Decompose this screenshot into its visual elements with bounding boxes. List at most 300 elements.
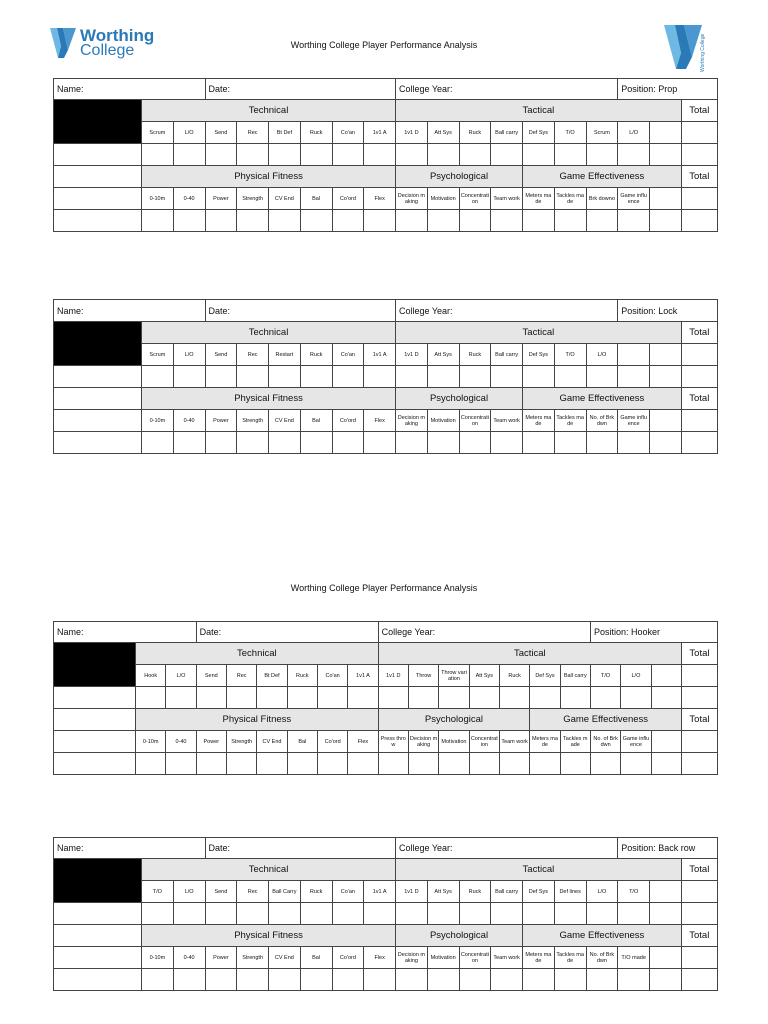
score-cell[interactable] <box>364 144 396 166</box>
score-cell[interactable] <box>621 753 651 775</box>
score-cell[interactable] <box>237 903 269 925</box>
total-cell[interactable] <box>681 122 717 144</box>
score-cell[interactable] <box>554 903 586 925</box>
score-cell[interactable] <box>439 687 469 709</box>
physical-col-label: Strength <box>237 188 269 210</box>
score-cell[interactable] <box>618 144 650 166</box>
score-cell[interactable] <box>237 366 269 388</box>
game-col-label: Tackles made <box>554 947 586 969</box>
score-cell[interactable] <box>586 969 618 991</box>
score-cell[interactable] <box>499 687 529 709</box>
score-cell[interactable] <box>269 366 301 388</box>
score-cell[interactable] <box>205 366 237 388</box>
score-cell[interactable] <box>554 144 586 166</box>
score-cell[interactable] <box>459 210 491 232</box>
name-field[interactable]: Name: <box>54 622 197 643</box>
score-cell[interactable] <box>618 366 650 388</box>
tactical-col-label: Ruck <box>499 665 529 687</box>
score-cell[interactable] <box>237 144 269 166</box>
score-cell[interactable] <box>364 210 396 232</box>
score-cell[interactable] <box>618 432 650 454</box>
tactical-col-label: T/O <box>554 122 586 144</box>
score-cell[interactable] <box>332 366 364 388</box>
physical-col-label: Co'ord <box>332 947 364 969</box>
score-cell[interactable] <box>269 903 301 925</box>
score-cell[interactable] <box>586 432 618 454</box>
score-cell[interactable] <box>681 432 717 454</box>
score-cell[interactable] <box>681 366 717 388</box>
score-cell[interactable] <box>196 753 226 775</box>
score-cell[interactable] <box>54 366 142 388</box>
total-cell[interactable] <box>681 410 717 432</box>
technical-col-label: Ruck <box>287 665 317 687</box>
score-cell[interactable] <box>523 210 555 232</box>
row-label-cell[interactable] <box>54 731 136 753</box>
score-cell[interactable] <box>205 903 237 925</box>
score-cell[interactable] <box>469 687 499 709</box>
technical-col-label: Bt Def <box>269 122 301 144</box>
tactical-col-label: Ball carry <box>491 344 523 366</box>
score-cell[interactable] <box>166 753 196 775</box>
physical-col-label: Strength <box>237 947 269 969</box>
score-cell[interactable] <box>459 432 491 454</box>
position-field[interactable]: Position: Back row <box>618 838 718 859</box>
score-cell[interactable] <box>681 753 717 775</box>
technical-col-label: Scrum <box>142 344 174 366</box>
score-cell[interactable] <box>650 210 682 232</box>
score-cell[interactable] <box>491 432 523 454</box>
tactical-col-label <box>651 665 681 687</box>
score-cell[interactable] <box>590 753 620 775</box>
score-cell[interactable] <box>173 903 205 925</box>
score-cell[interactable] <box>554 432 586 454</box>
score-cell[interactable] <box>651 753 681 775</box>
game-col-label: No. of Brk dwn <box>590 731 620 753</box>
score-cell[interactable] <box>237 432 269 454</box>
score-cell[interactable] <box>396 432 428 454</box>
total-header: Total <box>681 322 717 344</box>
tactical-col-label: Ball carry <box>491 881 523 903</box>
score-cell[interactable] <box>237 969 269 991</box>
position-field[interactable]: Position: Hooker <box>590 622 717 643</box>
score-cell[interactable] <box>54 753 136 775</box>
technical-col-label: 1v1 A <box>348 665 378 687</box>
score-cell[interactable] <box>427 432 459 454</box>
score-cell[interactable] <box>332 144 364 166</box>
date-field[interactable]: Date: <box>205 300 396 322</box>
score-cell[interactable] <box>173 144 205 166</box>
tactical-col-label: T/O <box>590 665 620 687</box>
tactical-col-label <box>618 344 650 366</box>
physical-col-label: Bal <box>300 188 332 210</box>
tactical-header: Tactical <box>396 322 682 344</box>
physical-col-label: Strength <box>237 410 269 432</box>
score-cell[interactable] <box>681 687 717 709</box>
name-field[interactable]: Name: <box>54 300 206 322</box>
technical-col-label: Ruck <box>300 122 332 144</box>
score-cell[interactable] <box>300 210 332 232</box>
row-label-cell[interactable] <box>54 925 142 947</box>
score-cell[interactable] <box>586 903 618 925</box>
score-cell[interactable] <box>364 969 396 991</box>
logo-line-2: College <box>80 42 135 59</box>
technical-header: Technical <box>142 322 396 344</box>
total-cell[interactable] <box>681 344 717 366</box>
game-effectiveness-header: Game Effectiveness <box>530 709 682 731</box>
tactical-col-label: Def Sys <box>523 344 555 366</box>
score-cell[interactable] <box>226 687 256 709</box>
tactical-col-label: Ruck <box>459 881 491 903</box>
score-cell[interactable] <box>523 432 555 454</box>
technical-col-label: Co'an <box>332 344 364 366</box>
technical-col-label: Co'an <box>317 665 347 687</box>
total-cell[interactable] <box>681 665 717 687</box>
score-cell[interactable] <box>364 366 396 388</box>
game-col-label: Tackles made <box>560 731 590 753</box>
college-year-field[interactable]: College Year: <box>396 79 618 100</box>
psychological-col-label: Motivation <box>427 410 459 432</box>
score-cell[interactable] <box>586 366 618 388</box>
score-cell[interactable] <box>54 210 142 232</box>
score-cell[interactable] <box>427 366 459 388</box>
tactical-col-label: 1v1 D <box>396 122 428 144</box>
score-cell[interactable] <box>269 210 301 232</box>
physical-col-label: Co'ord <box>332 410 364 432</box>
score-cell[interactable] <box>287 687 317 709</box>
psychological-col-label: Decision making <box>396 188 428 210</box>
score-cell[interactable] <box>530 687 560 709</box>
score-cell[interactable] <box>586 144 618 166</box>
score-cell[interactable] <box>317 687 347 709</box>
score-cell[interactable] <box>142 210 174 232</box>
score-cell[interactable] <box>348 687 378 709</box>
score-cell[interactable] <box>650 969 682 991</box>
tactical-col-label: 1v1 D <box>396 344 428 366</box>
physical-col-label: Flex <box>364 410 396 432</box>
score-cell[interactable] <box>257 753 287 775</box>
score-cell[interactable] <box>205 144 237 166</box>
college-year-field[interactable]: College Year: <box>396 300 618 322</box>
date-field[interactable]: Date: <box>205 79 396 100</box>
score-cell[interactable] <box>681 144 717 166</box>
psychological-col-label: Decision making <box>408 731 438 753</box>
score-cell[interactable] <box>269 144 301 166</box>
player-photo-block <box>54 322 142 366</box>
score-cell[interactable] <box>378 753 408 775</box>
physical-fitness-header: Physical Fitness <box>142 388 396 410</box>
technical-col-label: Co'an <box>332 122 364 144</box>
score-cell[interactable] <box>590 687 620 709</box>
score-cell[interactable] <box>54 432 142 454</box>
score-cell[interactable] <box>427 903 459 925</box>
tactical-col-label: L/O <box>618 122 650 144</box>
score-cell[interactable] <box>332 903 364 925</box>
score-cell[interactable] <box>332 969 364 991</box>
game-col-label <box>651 731 681 753</box>
score-cell[interactable] <box>196 687 226 709</box>
score-cell[interactable] <box>300 366 332 388</box>
technical-col-label: Rec <box>237 122 269 144</box>
score-cell[interactable] <box>173 432 205 454</box>
score-cell[interactable] <box>459 903 491 925</box>
score-cell[interactable] <box>205 969 237 991</box>
tactical-col-label: L/O <box>586 344 618 366</box>
tactical-header: Tactical <box>396 859 682 881</box>
score-cell[interactable] <box>560 687 590 709</box>
score-cell[interactable] <box>166 687 196 709</box>
score-cell[interactable] <box>300 903 332 925</box>
date-field[interactable]: Date: <box>196 622 378 643</box>
score-cell[interactable] <box>408 687 438 709</box>
game-col-label: Meters made <box>523 188 555 210</box>
game-effectiveness-header: Game Effectiveness <box>523 925 682 947</box>
score-cell[interactable] <box>54 687 136 709</box>
score-cell[interactable] <box>618 969 650 991</box>
score-cell[interactable] <box>491 144 523 166</box>
physical-fitness-header: Physical Fitness <box>136 709 379 731</box>
logo-vertical-text: Worthing College <box>700 33 706 72</box>
physical-col-label: Bal <box>287 731 317 753</box>
physical-col-label: 0-40 <box>173 188 205 210</box>
score-cell[interactable] <box>205 210 237 232</box>
tactical-header: Tactical <box>396 100 682 122</box>
score-cell[interactable] <box>396 969 428 991</box>
tactical-col-label: Att Sys <box>469 665 499 687</box>
score-cell[interactable] <box>618 210 650 232</box>
score-cell[interactable] <box>257 687 287 709</box>
score-cell[interactable] <box>54 903 142 925</box>
total-cell[interactable] <box>681 947 717 969</box>
score-cell[interactable] <box>142 969 174 991</box>
physical-col-label: 0-10m <box>142 410 174 432</box>
score-cell[interactable] <box>650 144 682 166</box>
physical-col-label: 0-40 <box>166 731 196 753</box>
score-cell[interactable] <box>427 210 459 232</box>
score-cell[interactable] <box>396 210 428 232</box>
score-cell[interactable] <box>54 144 142 166</box>
score-cell[interactable] <box>427 144 459 166</box>
total-cell[interactable] <box>681 731 717 753</box>
row-label-cell[interactable] <box>54 709 136 731</box>
position-field[interactable]: Position: Prop <box>618 79 718 100</box>
technical-col-label: Send <box>205 881 237 903</box>
score-cell[interactable] <box>364 432 396 454</box>
score-cell[interactable] <box>459 144 491 166</box>
score-cell[interactable] <box>523 969 555 991</box>
score-cell[interactable] <box>650 366 682 388</box>
score-cell[interactable] <box>317 753 347 775</box>
psychological-col-label: Concentration <box>459 188 491 210</box>
physical-col-label: CV End <box>269 410 301 432</box>
game-col-label: No. of Brk dwn <box>586 410 618 432</box>
score-cell[interactable] <box>332 432 364 454</box>
score-cell[interactable] <box>396 366 428 388</box>
technical-col-label: Send <box>205 122 237 144</box>
score-cell[interactable] <box>681 210 717 232</box>
tactical-col-label: L/O <box>586 881 618 903</box>
game-col-label <box>650 188 682 210</box>
college-year-field[interactable]: College Year: <box>378 622 590 643</box>
physical-col-label: Flex <box>364 947 396 969</box>
psychological-header: Psychological <box>396 388 523 410</box>
physical-col-label: 0-10m <box>142 947 174 969</box>
score-cell[interactable] <box>650 432 682 454</box>
game-col-label <box>650 410 682 432</box>
technical-col-label: Ball Carry <box>269 881 301 903</box>
total-header: Total <box>681 925 717 947</box>
game-col-label: Meters made <box>523 947 555 969</box>
technical-col-label: Send <box>205 344 237 366</box>
score-cell[interactable] <box>364 903 396 925</box>
score-cell[interactable] <box>491 969 523 991</box>
tactical-col-label: Ball carry <box>491 122 523 144</box>
score-cell[interactable] <box>300 432 332 454</box>
tactical-col-label: L/O <box>621 665 651 687</box>
college-year-field[interactable]: College Year: <box>396 838 618 859</box>
score-cell[interactable] <box>621 687 651 709</box>
psychological-col-label: Team work <box>491 188 523 210</box>
score-cell[interactable] <box>226 753 256 775</box>
row-label-cell[interactable] <box>54 410 142 432</box>
score-cell[interactable] <box>491 903 523 925</box>
tactical-col-label: Att Sys <box>427 881 459 903</box>
technical-col-label: Restart <box>269 344 301 366</box>
technical-header: Technical <box>142 859 396 881</box>
score-cell[interactable] <box>554 210 586 232</box>
score-cell[interactable] <box>491 210 523 232</box>
score-cell[interactable] <box>586 210 618 232</box>
position-field[interactable]: Position: Lock <box>618 300 718 322</box>
score-cell[interactable] <box>54 969 142 991</box>
score-cell[interactable] <box>348 753 378 775</box>
score-cell[interactable] <box>142 432 174 454</box>
tactical-col-label: Throw <box>408 665 438 687</box>
score-cell[interactable] <box>173 210 205 232</box>
technical-col-label: Scrum <box>142 122 174 144</box>
physical-col-label: CV End <box>269 947 301 969</box>
score-cell[interactable] <box>136 753 166 775</box>
score-cell[interactable] <box>554 366 586 388</box>
score-cell[interactable] <box>173 366 205 388</box>
row-label-cell[interactable] <box>54 388 142 410</box>
name-field[interactable]: Name: <box>54 79 206 100</box>
total-header: Total <box>681 388 717 410</box>
row-label-cell[interactable] <box>54 166 142 188</box>
game-col-label: Tackles made <box>554 410 586 432</box>
technical-col-label: Bt Def <box>257 665 287 687</box>
game-col-label: Meters made <box>530 731 560 753</box>
game-effectiveness-header: Game Effectiveness <box>523 388 682 410</box>
technical-col-label: Ruck <box>300 344 332 366</box>
score-cell[interactable] <box>560 753 590 775</box>
game-col-label: Game influence <box>618 188 650 210</box>
score-cell[interactable] <box>396 144 428 166</box>
score-cell[interactable] <box>332 210 364 232</box>
score-cell[interactable] <box>237 210 269 232</box>
score-cell[interactable] <box>439 753 469 775</box>
physical-col-label: Power <box>196 731 226 753</box>
score-cell[interactable] <box>427 969 459 991</box>
game-effectiveness-header: Game Effectiveness <box>523 166 682 188</box>
total-header: Total <box>681 643 717 665</box>
score-cell[interactable] <box>491 366 523 388</box>
score-cell[interactable] <box>173 969 205 991</box>
score-cell[interactable] <box>142 366 174 388</box>
score-cell[interactable] <box>142 144 174 166</box>
score-cell[interactable] <box>523 903 555 925</box>
score-cell[interactable] <box>650 903 682 925</box>
score-cell[interactable] <box>269 432 301 454</box>
score-cell[interactable] <box>136 687 166 709</box>
assessment-sheet-4 <box>53 837 718 991</box>
score-cell[interactable] <box>205 432 237 454</box>
technical-col-label: Send <box>196 665 226 687</box>
score-cell[interactable] <box>681 903 717 925</box>
score-cell[interactable] <box>681 969 717 991</box>
score-cell[interactable] <box>459 969 491 991</box>
game-col-label: Brk downo <box>586 188 618 210</box>
score-cell[interactable] <box>618 903 650 925</box>
game-col-label: Game influence <box>618 410 650 432</box>
score-cell[interactable] <box>142 903 174 925</box>
score-cell[interactable] <box>523 144 555 166</box>
psychological-col-label: Team work <box>491 947 523 969</box>
tactical-col-label: 1v1 D <box>378 665 408 687</box>
physical-col-label: Bal <box>300 410 332 432</box>
score-cell[interactable] <box>469 753 499 775</box>
technical-col-label: L/O <box>173 122 205 144</box>
psychological-col-label: Motivation <box>439 731 469 753</box>
score-cell[interactable] <box>459 366 491 388</box>
score-cell[interactable] <box>287 753 317 775</box>
technical-col-label: Ruck <box>300 881 332 903</box>
score-cell[interactable] <box>396 903 428 925</box>
physical-col-label: Power <box>205 188 237 210</box>
total-cell[interactable] <box>681 881 717 903</box>
score-cell[interactable] <box>269 969 301 991</box>
technical-col-label: L/O <box>173 881 205 903</box>
tactical-col-label: Ruck <box>459 344 491 366</box>
score-cell[interactable] <box>300 969 332 991</box>
name-field[interactable]: Name: <box>54 838 206 859</box>
psychological-col-label: Concentration <box>459 947 491 969</box>
game-col-label: T/O made <box>618 947 650 969</box>
technical-col-label: Co'an <box>332 881 364 903</box>
score-cell[interactable] <box>499 753 529 775</box>
row-label-cell[interactable] <box>54 947 142 969</box>
game-col-label: Tackles made <box>554 188 586 210</box>
psychological-col-label: Motivation <box>427 947 459 969</box>
psychological-header: Psychological <box>396 925 523 947</box>
technical-col-label: Rec <box>237 881 269 903</box>
score-cell[interactable] <box>530 753 560 775</box>
date-field[interactable]: Date: <box>205 838 396 859</box>
score-cell[interactable] <box>523 366 555 388</box>
score-cell[interactable] <box>651 687 681 709</box>
total-cell[interactable] <box>681 188 717 210</box>
score-cell[interactable] <box>408 753 438 775</box>
physical-col-label: 0-40 <box>173 947 205 969</box>
technical-col-label: T/O <box>142 881 174 903</box>
score-cell[interactable] <box>300 144 332 166</box>
psychological-col-label: Concentration <box>459 410 491 432</box>
row-label-cell[interactable] <box>54 188 142 210</box>
tactical-col-label: Def lines <box>554 881 586 903</box>
psychological-header: Psychological <box>378 709 530 731</box>
score-cell[interactable] <box>554 969 586 991</box>
physical-fitness-header: Physical Fitness <box>142 925 396 947</box>
score-cell[interactable] <box>378 687 408 709</box>
